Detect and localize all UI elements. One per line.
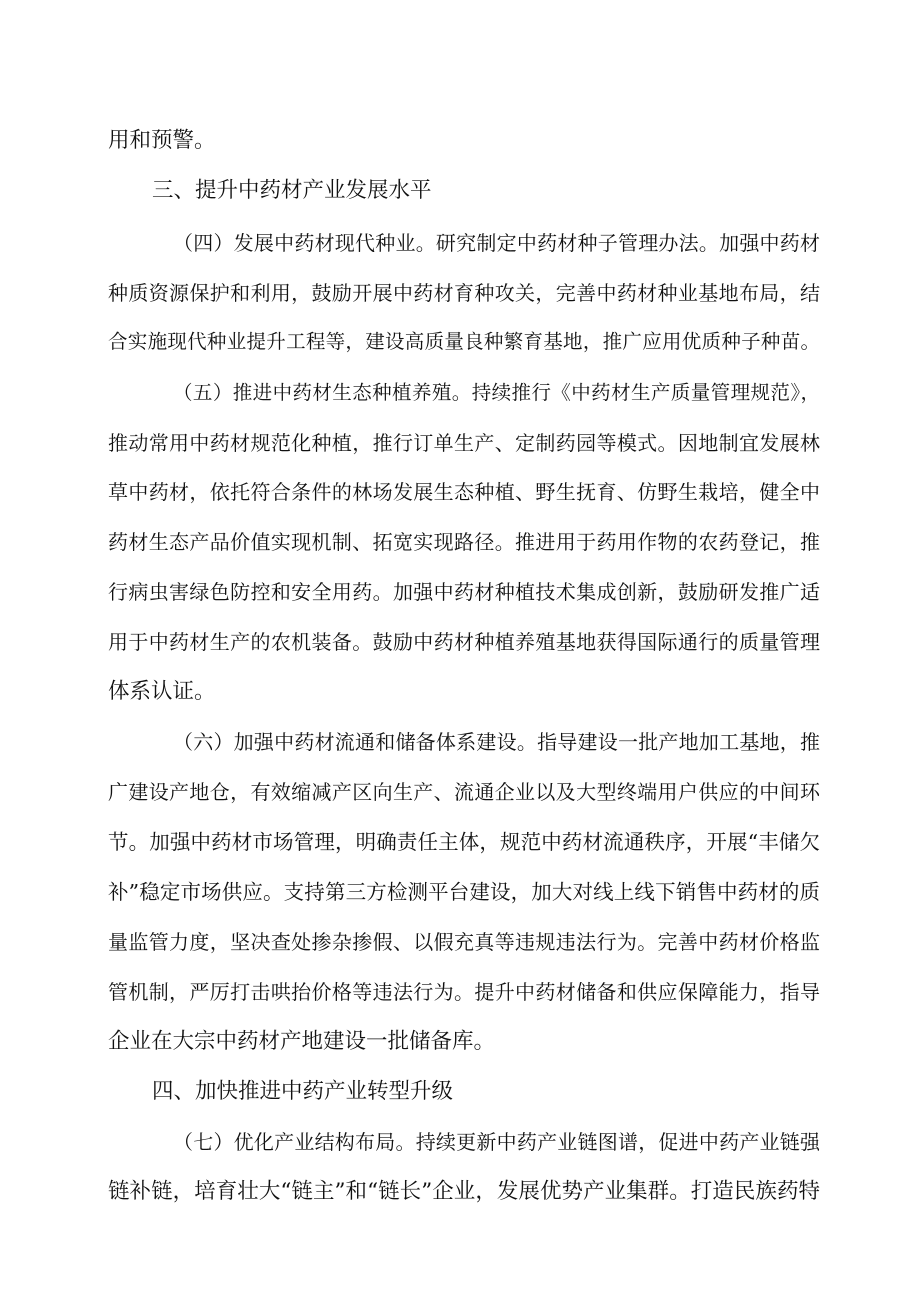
line-text: 行病虫害绿色防控和安全用药。加强中药材种植技术集成创新，鼓励研发推广适 [108, 580, 820, 604]
line-text: 量监管力度，坚决查处掺杂掺假、以假充真等违规违法行为。完善中药材价格监 [108, 930, 820, 954]
text-line [0, 223, 920, 263]
text-line [0, 1022, 920, 1062]
text-line [0, 472, 920, 512]
line-text: 合实施现代种业提升工程等，建设高质量良种繁育基地，推广应用优质种子种苗。 [108, 330, 820, 353]
text-line [0, 672, 920, 712]
text-line [0, 273, 920, 313]
text-line [0, 572, 920, 612]
line-text: 管机制，严厉打击哄抬价格等违法行为。提升中药材储备和供应保障能力，指导 [108, 980, 820, 1004]
section-heading [0, 171, 920, 211]
section-heading [0, 1072, 920, 1112]
text-line [0, 772, 920, 812]
text-line [0, 622, 920, 662]
text-line [0, 872, 920, 912]
text-line [0, 322, 920, 362]
line-text: 补”稳定市场供应。支持第三方检测平台建设，加大对线上线下销售中药材的质 [108, 880, 820, 904]
text-line [0, 1122, 920, 1162]
text-line [0, 922, 920, 962]
line-text: 体系认证。 [108, 679, 216, 704]
line-text: （六）加强中药材流通和储备体系建设。指导建设一批产地加工基地，推 [173, 730, 820, 754]
text-line [0, 822, 920, 862]
line-text: 草中药材，依托符合条件的林场发展生态种植、野生抚育、仿野生栽培，健全中 [108, 480, 820, 504]
line-text: 广建设产地仓，有效缩减产区向生产、流通企业以及大型终端用户供应的中间环 [108, 780, 820, 804]
line-text: （五）推进中药材生态种植养殖。持续推行《中药材生产质量管理规范》， [173, 381, 820, 404]
line-text: 用和预警。 [108, 128, 216, 153]
line-text: 药材生态产品价值实现机制、拓宽实现路径。推进用于药用作物的农药登记，推 [108, 530, 820, 554]
text-line [0, 121, 920, 161]
line-text: 企业在大宗中药材产地建设一批储备库。 [108, 1029, 496, 1054]
line-text: 链补链，培育壮大“链主”和“链长”企业，发展优势产业集群。打造民族药特 [108, 1179, 820, 1204]
line-text: 种质资源保护和利用，鼓励开展中药材育种攻关，完善中药材种业基地布局，结 [108, 281, 820, 305]
text-line [0, 373, 920, 413]
text-line [0, 423, 920, 463]
line-text: 用于中药材生产的农机装备。鼓励中药材种植养殖基地获得国际通行的质量管理 [108, 630, 820, 654]
text-line [0, 1172, 920, 1212]
text-line [0, 522, 920, 562]
line-text: 推动常用中药材规范化种植，推行订单生产、定制药园等模式。因地制宜发展林 [108, 431, 820, 455]
text-line [0, 972, 920, 1012]
heading-text: 四、加快推进中药产业转型升级 [152, 1079, 454, 1104]
line-text: （四）发展中药材现代种业。研究制定中药材种子管理办法。加强中药材 [173, 231, 820, 255]
text-line [0, 722, 920, 762]
heading-text: 三、提升中药材产业发展水平 [152, 178, 432, 203]
line-text: 节。加强中药材市场管理，明确责任主体，规范中药材流通秩序，开展“丰储欠 [108, 830, 820, 854]
line-text: （七）优化产业结构布局。持续更新中药产业链图谱，促进中药产业链强 [173, 1130, 820, 1154]
